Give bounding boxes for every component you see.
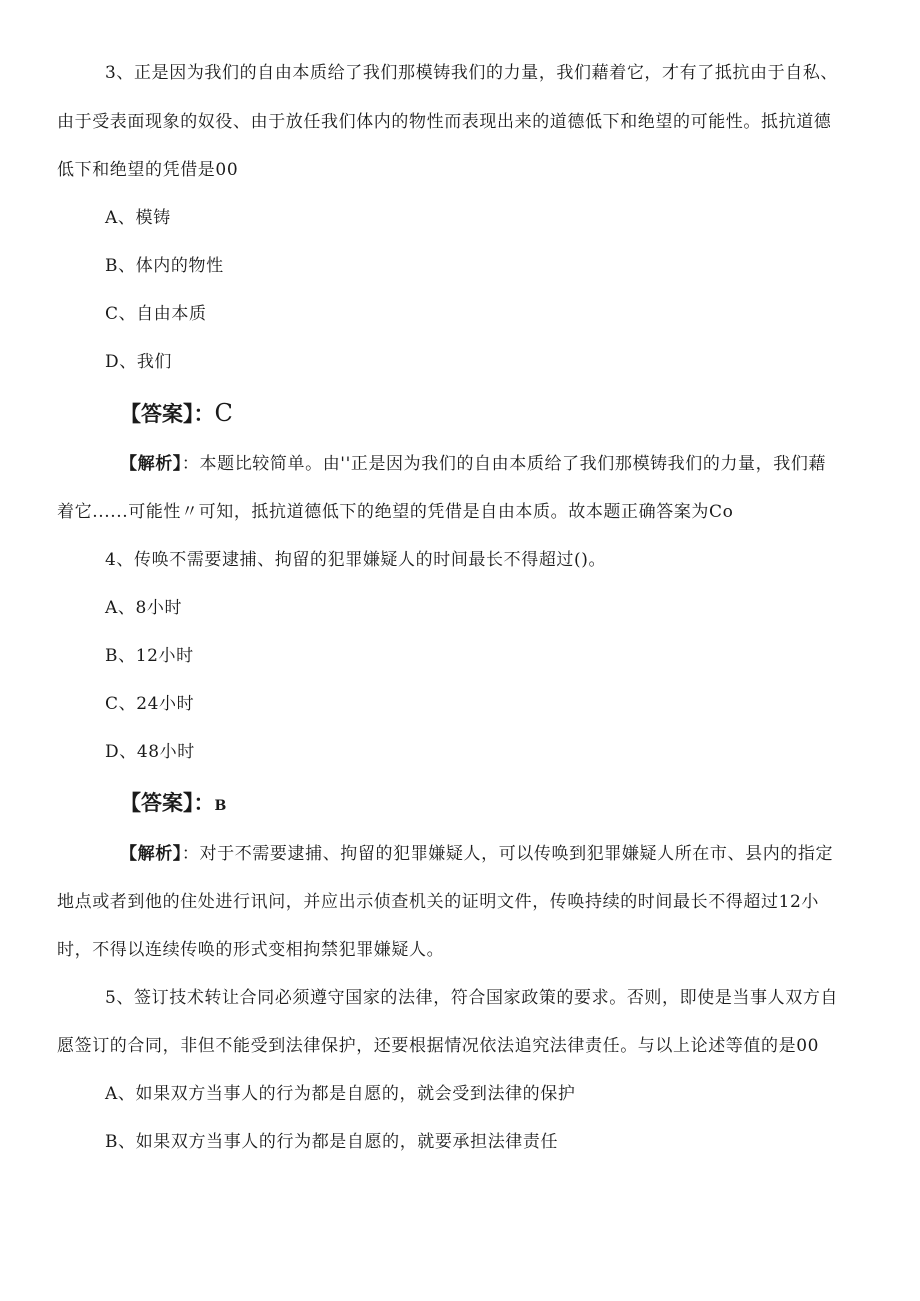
q3-option-c: C、自由本质 — [105, 304, 207, 324]
q4-analysis-line-2: 地点或者到他的住处进行讯问，并应出示侦查机关的证明文件，传唤持续的时间最长不得超过12小 — [57, 892, 820, 912]
q3-option-d: D、我们 — [105, 352, 173, 372]
q4-answer-value: B — [214, 798, 227, 814]
q4-stem: 4、传唤不需要逮捕、拘留的犯罪嫌疑人的时间最长不得超过()。 — [105, 550, 607, 570]
q4-analysis-tag: 【解析】 — [120, 844, 182, 864]
q4-analysis-line-1 — [120, 842, 833, 866]
q5-option-a: A、如果双方当事人的行为都是自愿的，就会受到法律的保护 — [105, 1084, 576, 1104]
q4-analysis-line-3: 时，不得以连续传唤的形式变相拘禁犯罪嫌疑人。 — [57, 940, 445, 960]
q3-answer — [120, 398, 233, 429]
q3-analysis-line-1 — [120, 452, 826, 476]
q3-analysis-tag: 【解析】 — [120, 454, 182, 474]
q4-option-d: D、48小时 — [105, 742, 195, 762]
q3-stem-line-2: 由于受表面现象的奴役、由于放任我们体内的物性而表现出来的道德低下和绝望的可能性。抵抗道德 — [57, 112, 832, 132]
q5-stem-line-2: 愿签订的合同，非但不能受到法律保护，还要根据情况依法追究法律责任。与以上论述等值的是00 — [57, 1036, 820, 1056]
q3-answer-value: C — [214, 399, 233, 427]
q4-option-a: A、8小时 — [105, 598, 183, 618]
q4-analysis-text-1: ：对于不需要逮捕、拘留的犯罪嫌疑人，可以传唤到犯罪嫌疑人所在市、县内的指定 — [181, 844, 834, 864]
q4-option-c: C、24小时 — [105, 694, 195, 714]
q5-option-b: B、如果双方当事人的行为都是自愿的，就要承担法律责任 — [105, 1132, 559, 1152]
q3-analysis-line-2: 着它......可能性〃可知，抵抗道德低下的绝望的凭借是自由本质。故本题正确答案为Co — [57, 502, 734, 522]
q5-stem-line-1: 5、签订技术转让合同必须遵守国家的法律，符合国家政策的要求。否则，即使是当事人双方自 — [105, 988, 839, 1008]
q3-option-b: B、体内的物性 — [105, 256, 224, 276]
q3-answer-label: 【答案】： — [120, 402, 215, 426]
q4-answer — [120, 788, 226, 821]
q3-stem-line-3: 低下和绝望的凭借是00 — [57, 160, 239, 180]
q3-analysis-text-1: ：本题比较简单。由''正是因为我们的自由本质给了我们那模铸我们的力量，我们藉 — [181, 454, 827, 474]
q4-option-b: B、12小时 — [105, 646, 194, 666]
q3-stem-line-1: 3、正是因为我们的自由本质给了我们那模铸我们的力量，我们藉着它，才有了抵抗由于自私、 — [105, 63, 839, 83]
q3-option-a: A、模铸 — [105, 208, 171, 228]
q4-answer-label: 【答案】： — [120, 791, 215, 815]
